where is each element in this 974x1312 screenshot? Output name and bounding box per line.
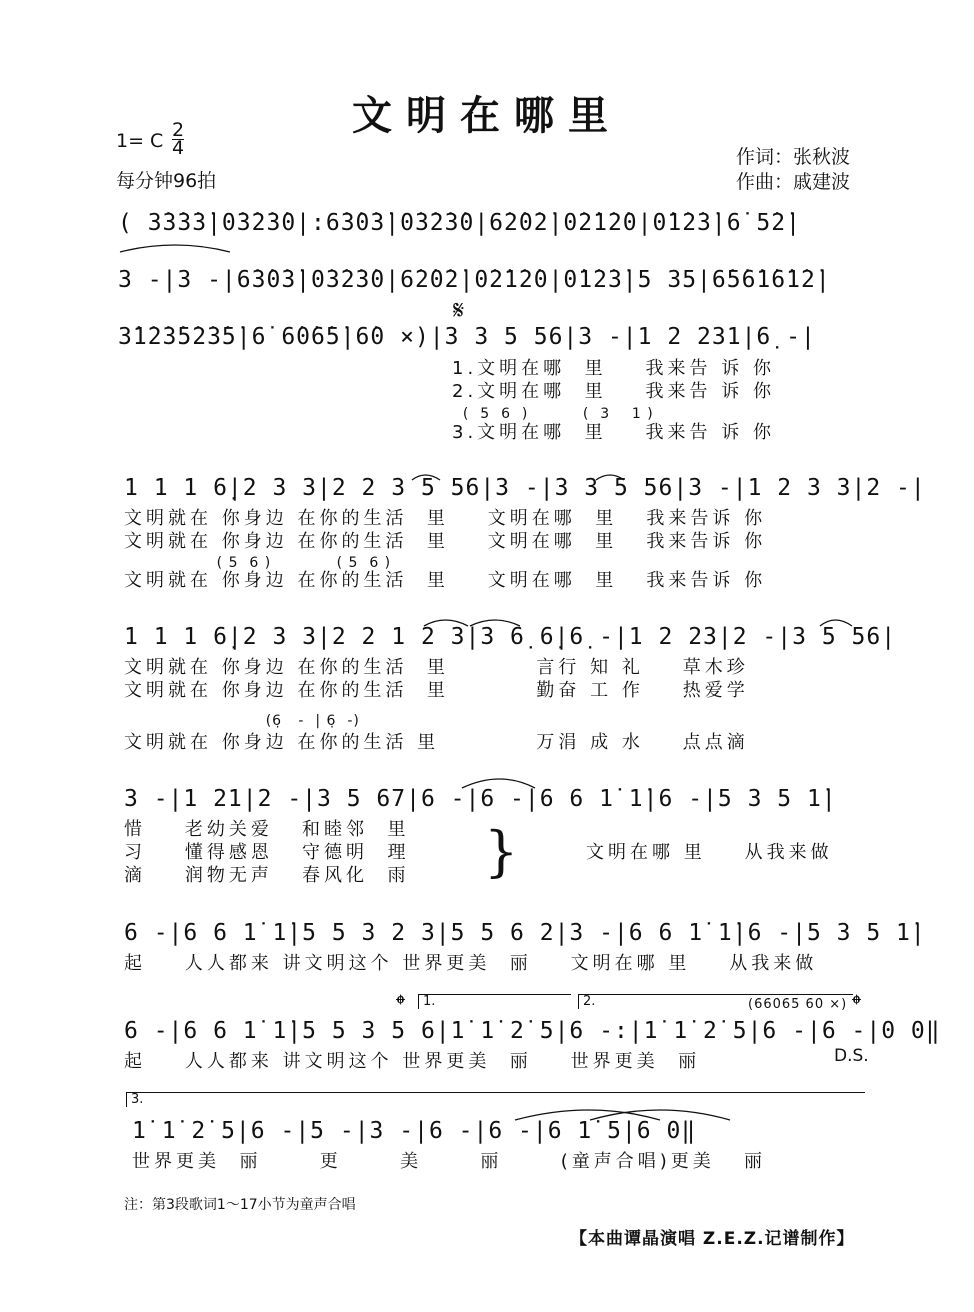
lyrics-row-4-verse-3: 文明就在 你身边 在你的生活 里 文明在哪 里 我来告诉 你	[124, 570, 767, 591]
music-row-2: 3 -|3 -|6̇3̇0̇3̇|0̇3̇2̇3̇0|6̇2̇0̇2̇|0̇2̇1̇2̇0|0̇1̇2̇3̇|5 35|6̇5̇6̇1̇6̇1̇2̇|	[118, 267, 831, 293]
lyrics-row-5-verse-1: 文明就在 你身边 在你的生活 里 言行 知 礼 草木珍	[124, 657, 749, 678]
footnote: 注：第3段歌词1～17小节为童声合唱	[124, 1197, 356, 1213]
lyrics-row-3-verse-2: 2.文明在哪 里 我来告 诉 你	[452, 381, 775, 402]
time-signature-top: 2	[172, 119, 185, 141]
music-row-5: 1 1 1 6̣|2 3 3|2 2 1 2 3|3 6̣ 6̣|6̣ -|1 2 23|2 -|3 5 56|	[124, 624, 897, 650]
verse-brace: }	[484, 820, 519, 883]
coda-sign-2: 𝄌	[852, 990, 861, 1020]
music-row-4: 1 1 1 6̣|2 3 3|2 2 3 5 56|3 -|3 3 5 56|3 -|1 2 3 3|2 -|	[124, 475, 926, 501]
lyricist: 作词：张秋波	[736, 146, 851, 168]
lyrics-row-4-verse-2: 文明就在 你身边 在你的生活 里 文明在哪 里 我来告诉 你	[124, 531, 767, 552]
lyrics-row-3-alt-notes: ( 5 6 ) ( 3 1 )	[452, 406, 654, 422]
music-row-7: 6 -|6 6 1̇ 1̇|5 5 3 2 3|5 5 6 2|3 -|6 6 1̇ 1̇|6 -|5 3 5 1̇|	[124, 920, 926, 946]
music-row-3: 3̇1̇2̇3̇5̇2̇3̇5̇|6̇ 6̇0̇6̇5̇|6̇0 ×)|3 3 5 56|3 -|1 2 231|6̣ -|	[118, 324, 816, 350]
song-title: 文明在哪里	[352, 92, 622, 139]
music-row-8: 6 -|6 6 1̇ 1̇|5 5 3 5 6|1̇ 1̇ 2̇ 5|6 -:|1̇ 1̇ 2̇ 5|6 -|6 -|0 0‖	[124, 1018, 941, 1044]
coda-sign-1: 𝄌	[396, 990, 405, 1020]
lyrics-row-6-verse-1: 惜 老幼关爱 和睦邻 里	[124, 819, 410, 840]
time-signature-bottom: 4	[172, 137, 185, 159]
music-row-6: 3 -|1 21|2 -|3 5 67|6 -|6 -|6 6 1̇ 1̇|6 -|5 3 5 1̇|	[124, 786, 837, 812]
composer: 作曲：戚建波	[736, 171, 851, 193]
volta-1: 1.	[418, 994, 571, 1009]
volta-3: 3.	[126, 1092, 865, 1107]
lyrics-row-7: 起 人人都来 讲文明这个 世界更美 丽 文明在哪 里 从我来做	[124, 953, 818, 974]
time-signature	[172, 119, 185, 159]
row-8-small-notes: (6̇6̇0̇6̇5̇ 6̇0̇ ×)	[748, 997, 848, 1012]
lyrics-row-5-verse-3: 文明就在 你身边 在你的生活 里 万涓 成 水 点点滴	[124, 732, 749, 753]
slur-row1-a	[120, 245, 230, 252]
lyrics-row-6-refrain: 文明在哪 里 从我来做	[586, 842, 833, 863]
tempo: 每分钟96拍	[116, 170, 217, 192]
lyrics-row-3-verse-1: 1.文明在哪 里 我来告 诉 你	[452, 358, 775, 379]
da-segno: D.S.	[834, 1046, 869, 1066]
lyrics-row-6-verse-3: 滴 润物无声 春风化 雨	[124, 865, 410, 886]
lyrics-row-5-verse-2: 文明就在 你身边 在你的生活 里 勤奋 工 作 热爱学	[124, 680, 749, 701]
lyrics-row-5-alt-notes: (6̣ - | 6̣ -)	[124, 713, 360, 729]
segno-sign: 𝄋	[453, 296, 465, 326]
credit-line: 【本曲谭晶演唱 Z.E.Z.记谱制作】	[570, 1229, 855, 1249]
lyrics-row-9: 世界更美 丽 更 美 丽 (童声合唱)更美 丽	[132, 1151, 766, 1172]
music-row-9: 1̇ 1̇ 2̇ 5|6 -|5 -|3 -|6 -|6 -|6 1̇ 5|6 0‖	[132, 1118, 697, 1144]
lyrics-row-8: 起 人人都来 讲文明这个 世界更美 丽 世界更美 丽	[124, 1051, 701, 1072]
lyrics-row-4-verse-1: 文明就在 你身边 在你的生活 里 文明在哪 里 我来告诉 你	[124, 508, 767, 529]
lyrics-row-3-verse-3: 3.文明在哪 里 我来告 诉 你	[452, 422, 775, 443]
lyrics-row-4-alt-notes: ( 5 6 ) ( 5 6 )	[124, 555, 392, 571]
volta-2: 2.	[578, 994, 853, 1009]
music-row-1: ( 3̇3̇3̇3̇|0̇3̇2̇3̇0|:6̇3̇0̇3̇|0̇3̇2̇3̇0|6̇2̇0̇2̇|0̇2̇1̇2̇0|0̇1̇2̇3̇|6̇ 5̇2̇|	[118, 210, 801, 236]
key-signature: 1= C	[116, 130, 164, 152]
lyrics-row-6-verse-2: 习 懂得感恩 守德明 理	[124, 842, 410, 863]
